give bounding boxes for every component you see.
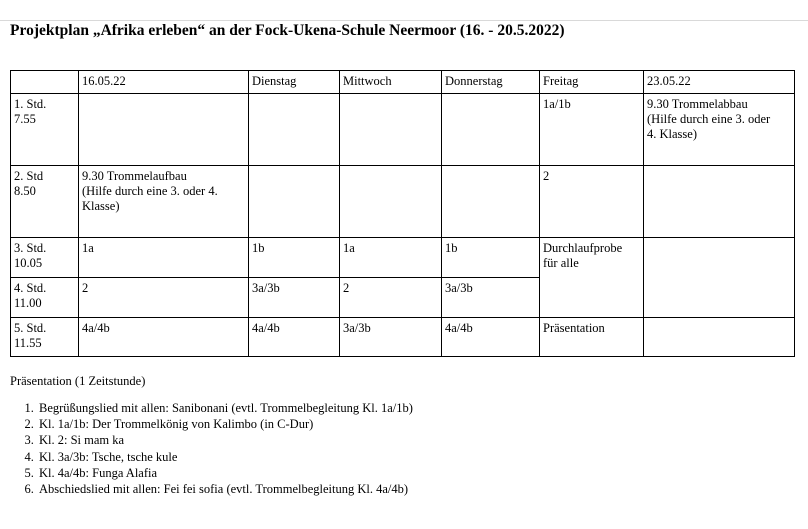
table-cell: 2 <box>540 166 644 238</box>
table-header-row <box>11 71 795 94</box>
period-cell: 2. Std 8.50 <box>11 166 79 238</box>
period-cell: 5. Std. 11.55 <box>11 318 79 357</box>
table-cell <box>644 238 795 318</box>
list-item: 3. Kl. 2: Si mam ka <box>37 432 413 448</box>
presentation-heading: Präsentation (1 Zeitstunde) <box>10 374 146 388</box>
table-cell: 3a/3b <box>340 318 442 357</box>
table-cell: 4a/4b <box>442 318 540 357</box>
header-cell: 16.05.22 <box>79 71 249 94</box>
program-list <box>10 400 413 497</box>
list-item: 1. Begrüßungslied mit allen: Sanibonani (evtl. Trommelbegleitung Kl. 1a/1b) <box>37 400 413 416</box>
document-title: Projektplan „Afrika erleben“ an der Fock-Ukena-Schule Neermoor (16. - 20.5.2022) <box>10 22 565 39</box>
table-row <box>11 238 795 278</box>
table-cell <box>79 94 249 166</box>
list-item: 2. Kl. 1a/1b: Der Trommelkönig von Kalimbo (in C-Dur) <box>37 416 413 432</box>
table-cell <box>644 318 795 357</box>
header-cell: Freitag <box>540 71 644 94</box>
table-cell: 4a/4b <box>79 318 249 357</box>
table-cell: 1b <box>442 238 540 278</box>
table-cell: Präsentation <box>540 318 644 357</box>
list-item: 6. Abschiedslied mit allen: Fei fei sofia (evtl. Trommelbegleitung Kl. 4a/4b) <box>37 481 413 497</box>
table-cell <box>340 166 442 238</box>
list-item: 5. Kl. 4a/4b: Funga Alafia <box>37 465 413 481</box>
table-cell: 1a <box>340 238 442 278</box>
table-cell: Durchlaufprobe für alle <box>540 238 644 318</box>
table-cell <box>442 94 540 166</box>
table-cell: 3a/3b <box>442 278 540 318</box>
table-row <box>11 166 795 238</box>
header-cell: Mittwoch <box>340 71 442 94</box>
table-cell: 9.30 Trommelabbau (Hilfe durch eine 3. oder 4. Klasse) <box>644 94 795 166</box>
table-cell: 3a/3b <box>249 278 340 318</box>
table-cell <box>249 166 340 238</box>
header-cell <box>11 71 79 94</box>
period-cell: 4. Std. 11.00 <box>11 278 79 318</box>
table-cell: 1b <box>249 238 340 278</box>
table-row <box>11 94 795 166</box>
table-cell: 1a/1b <box>540 94 644 166</box>
table-cell: 1a <box>79 238 249 278</box>
table-row <box>11 318 795 357</box>
table-cell <box>340 94 442 166</box>
schedule-table <box>10 70 795 357</box>
table-cell <box>644 166 795 238</box>
table-cell: 2 <box>79 278 249 318</box>
period-cell: 1. Std. 7.55 <box>11 94 79 166</box>
table-cell <box>249 94 340 166</box>
table-cell: 4a/4b <box>249 318 340 357</box>
list-item: 4. Kl. 3a/3b: Tsche, tsche kule <box>37 449 413 465</box>
header-cell: Dienstag <box>249 71 340 94</box>
table-cell: 9.30 Trommelaufbau (Hilfe durch eine 3. oder 4. Klasse) <box>79 166 249 238</box>
period-cell: 3. Std. 10.05 <box>11 238 79 278</box>
header-cell: Donnerstag <box>442 71 540 94</box>
header-cell: 23.05.22 <box>644 71 795 94</box>
top-divider <box>0 20 808 21</box>
table-cell <box>442 166 540 238</box>
table-cell: 2 <box>340 278 442 318</box>
